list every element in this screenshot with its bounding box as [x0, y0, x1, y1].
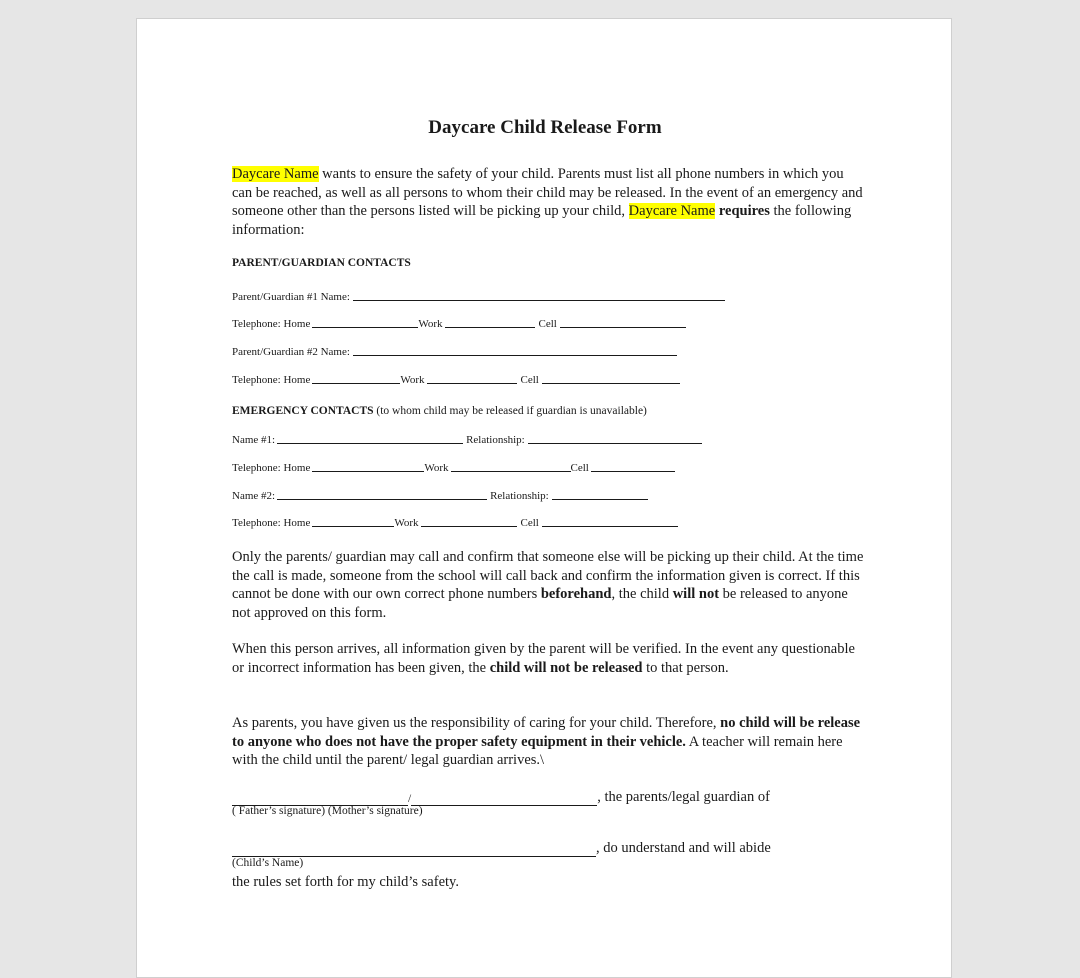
child-name-field[interactable]: [232, 842, 596, 857]
form-title: Daycare Child Release Form: [428, 117, 662, 138]
daycare-name-highlight: Daycare Name: [628, 203, 716, 220]
mother-signature-field[interactable]: [411, 791, 597, 806]
daycare-name-highlight: Daycare Name: [232, 166, 319, 182]
home-phone-field[interactable]: [312, 515, 394, 527]
cell-label: Cell: [570, 462, 589, 474]
parent-signature-row: [232, 789, 770, 806]
emergency-note: (to whom child may be released if guardian is unavailable): [373, 405, 647, 417]
home-phone-field[interactable]: [312, 316, 418, 328]
relationship-label: Relationship:: [466, 434, 525, 446]
relationship-label: Relationship:: [490, 490, 549, 502]
emergency2-row: [232, 488, 648, 502]
cell-phone-field[interactable]: [542, 515, 678, 527]
document-page: [136, 18, 952, 978]
cell-phone-field[interactable]: [560, 316, 686, 328]
safety-paragraph: As parents, you have given us the responsibility of caring for your child. Therefore, no child will be release to anyone who does not have the proper safety equipment in their vehicle. A teacher will remain here with the child until the parent/ legal guardian arrives.\: [232, 715, 861, 769]
work-label: Work: [424, 462, 449, 474]
relationship1-field[interactable]: [528, 432, 702, 444]
tel-home-label: Telephone: Home: [232, 462, 311, 474]
work-label: Work: [400, 374, 425, 386]
parents-signature-caption: ( Father’s signature) (Mother’s signature): [232, 805, 423, 817]
work-phone-field[interactable]: [427, 372, 517, 384]
work-label: Work: [418, 318, 443, 330]
home-phone-field[interactable]: [312, 372, 400, 384]
name2-field[interactable]: [277, 488, 487, 500]
guardian-suffix: , the parents/legal guardian of: [597, 789, 770, 805]
confirmation-paragraph: Only the parents/ guardian may call and confirm that someone else will be picking up their child. At the time the call is made, someone from the school will call back and confirm the information given is correct. If this cannot be done with our own correct phone numbers beforehand, the child will not be released to anyone not approved on this form.: [232, 549, 864, 621]
child-name-row: [232, 840, 771, 857]
guardian2-phone-row: [232, 372, 680, 386]
guardian1-row: [232, 289, 725, 303]
emergency-contacts-heading: EMERGENCY CONTACTS (to whom child may be released if guardian is unavailable): [232, 405, 647, 417]
guardian1-phone-row: [232, 316, 686, 330]
parent-guardian-heading: PARENT/GUARDIAN CONTACTS: [232, 257, 411, 269]
name2-label: Name #2:: [232, 490, 276, 502]
relationship2-field[interactable]: [552, 488, 648, 500]
father-signature-field[interactable]: [232, 791, 408, 806]
cell-phone-field[interactable]: [542, 372, 680, 384]
name1-field[interactable]: [277, 432, 463, 444]
cell-label: Cell: [520, 517, 539, 529]
cell-label: Cell: [520, 374, 539, 386]
home-phone-field[interactable]: [312, 460, 424, 472]
tel-home-label: Telephone: Home: [232, 517, 311, 529]
cell-label: Cell: [538, 318, 557, 330]
guardian2-row: [232, 344, 677, 358]
signature-slash: /: [408, 793, 412, 805]
guardian2-label: Parent/Guardian #2 Name:: [232, 346, 350, 358]
work-phone-field[interactable]: [445, 316, 535, 328]
emergency2-phone-row: [232, 515, 678, 529]
work-phone-field[interactable]: [421, 515, 517, 527]
name1-label: Name #1:: [232, 434, 276, 446]
tel-home-label: Telephone: Home: [232, 318, 311, 330]
emergency1-row: [232, 432, 702, 446]
tel-home-label: Telephone: Home: [232, 374, 311, 386]
child-name-caption: (Child’s Name): [232, 857, 304, 869]
verification-paragraph: When this person arrives, all information given by the parent will be verified. In the event any questionable or incorrect information has been given, the child will not be released to that person.: [232, 641, 855, 676]
intro-paragraph: Daycare Name wants to ensure the safety of your child. Parents must list all phone numbers in which you can be reached, as well as all persons to whom their child may be released. In the event of an emergency and someone other than the persons listed will be picking up your child, Daycare Name requires the following information:: [232, 166, 863, 238]
cell-phone-field[interactable]: [591, 460, 675, 472]
work-label: Work: [394, 517, 419, 529]
guardian1-label: Parent/Guardian #1 Name:: [232, 291, 350, 303]
guardian2-name-field[interactable]: [353, 344, 677, 356]
closing-line: the rules set forth for my child’s safety.: [232, 874, 459, 890]
emergency1-phone-row: [232, 460, 675, 474]
work-phone-field[interactable]: [451, 460, 571, 472]
understand-suffix: , do understand and will abide: [596, 840, 771, 856]
guardian1-name-field[interactable]: [353, 289, 725, 301]
